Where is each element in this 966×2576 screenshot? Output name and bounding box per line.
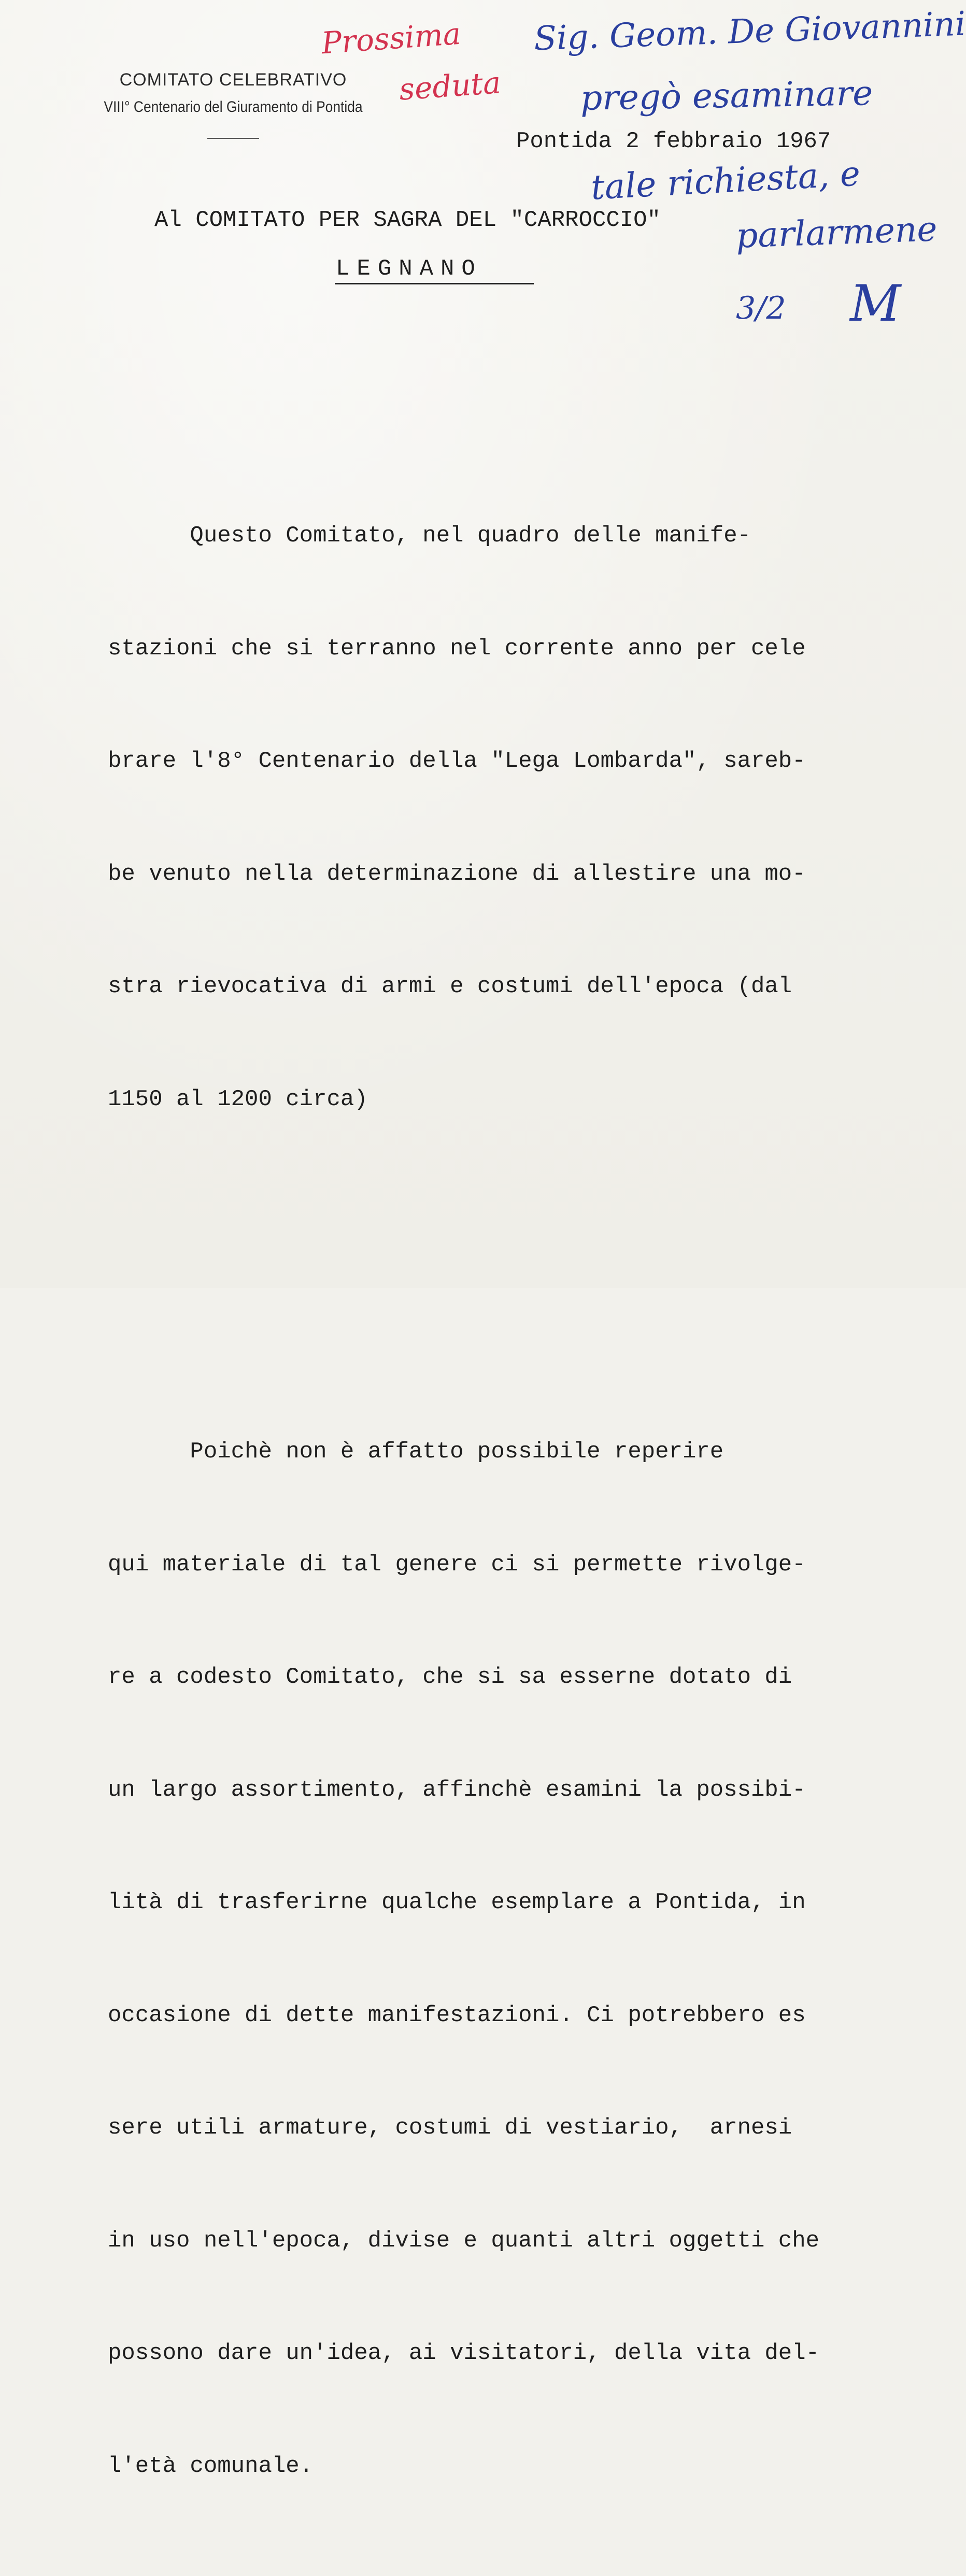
addressee: Al COMITATO PER SAGRA DEL "CARROCCIO" <box>154 207 661 233</box>
handwritten-note-red-2: seduta <box>397 65 502 107</box>
body-line: sere utili armature, costumi di vestiario, arnesi <box>108 2115 792 2141</box>
addressee-city: LEGNANO <box>336 256 482 282</box>
body-line: stazioni che si terranno nel corrente anno per cele <box>108 635 806 662</box>
body-line: l'età comunale. <box>108 2453 314 2479</box>
body-line: occasione di dette manifestazioni. Ci potrebbero es <box>108 2002 806 2028</box>
handwritten-note-red-1: Prossima <box>320 16 462 61</box>
body-line: Questo Comitato, nel quadro delle manife- <box>108 523 751 549</box>
handwritten-note-blue-date: 3/2 <box>736 290 786 326</box>
paragraph-2 <box>108 1358 819 2560</box>
body-line: stra rievocativa di armi e costumi dell'epoca (dal <box>108 974 792 999</box>
body-line: qui materiale di tal genere ci si permette rivolge- <box>108 1551 806 1578</box>
body-line: re a codesto Comitato, che si sa esserne dotato di <box>108 1664 792 1690</box>
body-line: Poichè non è affatto possibile reperire <box>108 1439 724 1465</box>
letterhead <box>62 65 404 139</box>
city-underline <box>335 283 534 284</box>
body-line: 1150 al 1200 circa) <box>108 1086 368 1112</box>
handwritten-note-blue-2: pregò esaminare <box>580 73 873 118</box>
handwritten-note-blue-3: tale richiesta, e <box>590 153 861 208</box>
body-line: be venuto nella determinazione di allestire una mo- <box>108 861 806 887</box>
paragraph-1 <box>108 442 819 1193</box>
letter-date: Pontida 2 febbraio 1967 <box>516 128 831 154</box>
letterhead-subtitle: VIII° Centenario del Giuramento di Pontida <box>104 98 363 116</box>
handwritten-note-blue-1: Sig. Geom. De Giovannini <box>533 5 966 59</box>
handwritten-note-blue-4: parlarmene <box>735 209 938 256</box>
body-line: lità di trasferirne qualche esemplare a Pontida, in <box>108 1890 806 1915</box>
body-line: brare l'8° Centenario della "Lega Lombarda", sareb- <box>108 748 806 774</box>
body-line: un largo assortimento, affinchè esamini la possibi- <box>108 1777 806 1803</box>
letterhead-divider <box>207 138 259 139</box>
paragraph-gap <box>108 1268 819 1283</box>
letterhead-title: COMITATO CELEBRATIVO <box>119 70 347 90</box>
body-line: in uso nell'epoca, divise e quanti altri oggetti che <box>108 2227 820 2254</box>
body-line: possono dare un'idea, ai visitatori, della vita del- <box>108 2340 820 2366</box>
handwritten-initial: M <box>850 275 901 333</box>
letter-body <box>108 367 819 2576</box>
